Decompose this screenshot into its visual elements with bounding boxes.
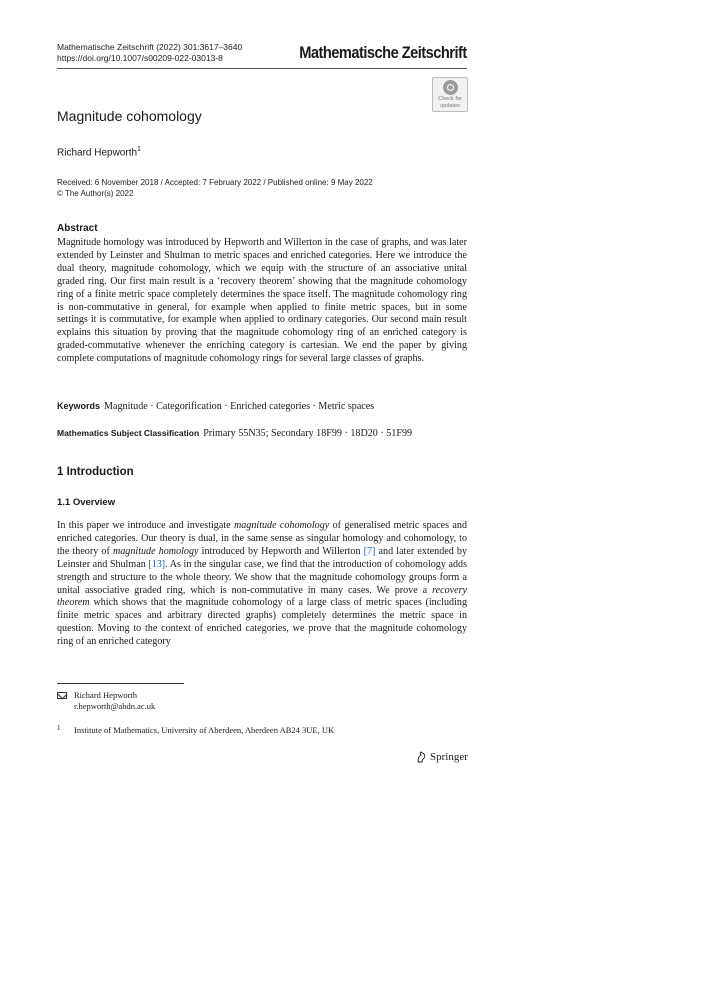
msc-label: Mathematics Subject Classification [57, 428, 200, 438]
intro-text: In this paper we introduce and investigate [57, 520, 234, 531]
badge-line1: Check for [438, 96, 462, 102]
publisher-logo [416, 751, 468, 763]
msc [57, 428, 412, 439]
intro-text: which shows that the magnitude cohomology of a large class of metric spaces (including finite metric spaces and arbitrary directed graphs) completely determines the metric space in question. Moving to the context of enriched categories, we prove that the magnitude cohomology ring of an enriched category [57, 597, 467, 648]
journal-title: Mathematische Zeitschrift [299, 43, 467, 62]
keywords-label: Keywords [57, 401, 101, 411]
intro-emph: recovery theorem [57, 584, 467, 609]
subsection-heading: 1.1 Overview [57, 497, 116, 508]
intro-text: and later extended by Leinster and Shulman [57, 545, 468, 570]
footnote-rule [57, 683, 184, 684]
publisher-name: Springer [430, 751, 468, 763]
citation-link[interactable]: [13] [148, 558, 166, 570]
keywords [57, 401, 374, 412]
envelope-icon [57, 692, 67, 699]
doi-link[interactable]: https://doi.org/10.1007/s00209-022-03013-8 [57, 53, 223, 63]
intro-emph: magnitude cohomology [233, 520, 330, 531]
section-heading: 1 Introduction [57, 466, 134, 478]
keywords-text: Magnitude · Categorification · Enriched categories · Metric spaces [104, 401, 375, 412]
citation-link[interactable]: [7] [363, 545, 376, 557]
copyright: © The Author(s) 2022 [57, 189, 134, 198]
msc-text: Primary 55N35; Secondary 18F99 · 18D20 · 51F99 [203, 428, 413, 439]
abstract-heading: Abstract [57, 223, 98, 234]
footnote-email[interactable]: r.hepworth@abdn.ac.uk [74, 701, 156, 711]
updates-icon [443, 80, 458, 95]
intro-text: introduced by Hepworth and Willerton [198, 545, 364, 557]
badge-line2: updates [440, 103, 460, 109]
abstract-text: Magnitude homology was introduced by Hepworth and Willerton in the case of graphs, and was later extended by Leinster and Shulman to metric spaces and enriched categories. Here we introduce the dual theory, magnitude cohomology, which we equip with the structure of an associative unital graded ring. Our first main result is a ‘recovery theorem’ showing that the magnitude cohomology ring of a finite metric space completely determines the space itself. The magnitude cohomology ring is non-commutative in general, for example when applied to finite metric spaces, but in some settings it is commutative, for example when applied to ordinary categories. Our second main result explains this situation by proving that the magnitude cohomology ring of an enriched category is graded-commutative whenever the enriching category is cartesian. We end the paper by giving complete computations of magnitude cohomology rings for several large classes of graphs. [57, 237, 467, 365]
intro-text: . As in the singular case, we find that the introduction of cohomology adds strength and structure to the whole theory. We show that the magnitude cohomology groups form a unital associative graded ring, which is non-commutative in many cases. We prove a [57, 558, 467, 596]
intro-emph: magnitude homology [112, 545, 199, 557]
paper-title: Magnitude cohomology [57, 108, 202, 124]
author-affil-marker: 1 [137, 146, 141, 153]
affiliation: Institute of Mathematics, University of Aberdeen, Aberdeen AB24 3UE, UK [74, 725, 335, 735]
check-for-updates-badge[interactable] [432, 77, 468, 112]
intro-text: of generalised metric spaces and enriched categories. Our theory is dual, in the same sense as singular homology and cohomology, to the theory of [57, 520, 467, 557]
journal-citation: Mathematische Zeitschrift (2022) 301:3617–3640 [57, 42, 243, 52]
springer-horse-icon [416, 751, 427, 763]
header-rule [57, 68, 467, 69]
footnote-name: Richard Hepworth [74, 690, 138, 700]
intro-paragraph [57, 520, 467, 649]
corresponding-author [74, 690, 155, 712]
affiliation-number: 1 [57, 724, 61, 732]
author [57, 146, 141, 158]
publication-dates [57, 177, 373, 199]
author-name[interactable]: Richard Hepworth [57, 147, 138, 159]
date-history: Received: 6 November 2018 / Accepted: 7 February 2022 / Published online: 9 May 2022 [57, 178, 373, 187]
